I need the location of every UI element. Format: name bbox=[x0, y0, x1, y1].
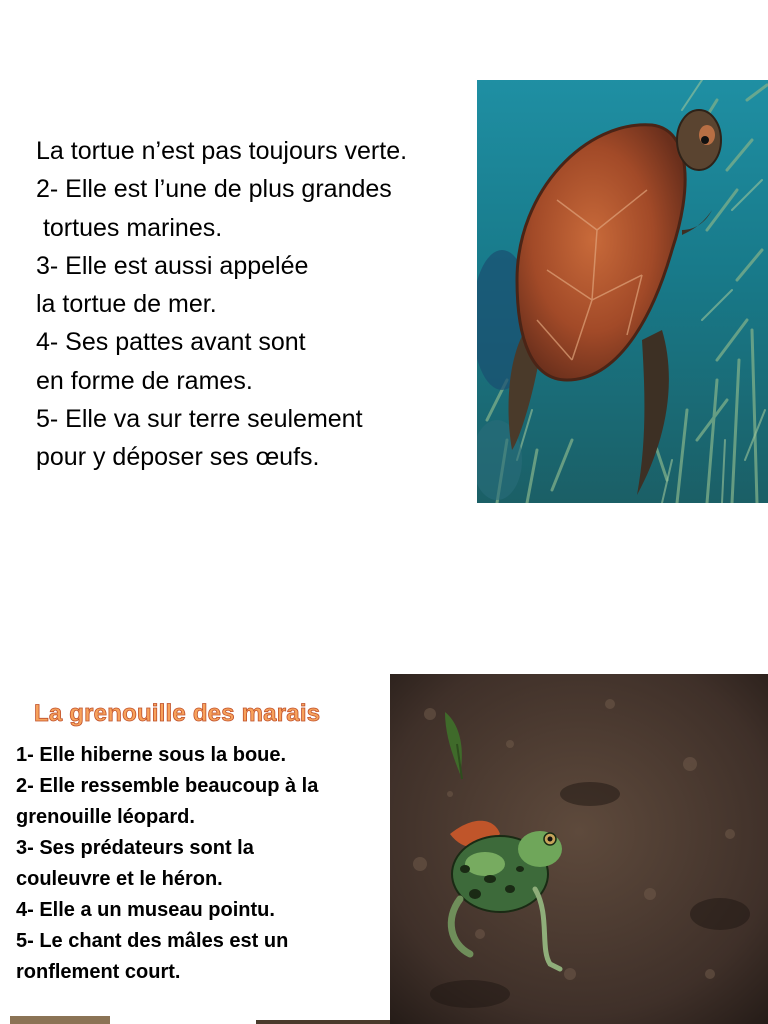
frog-fact-line: 4- Elle a un museau pointu. bbox=[16, 899, 275, 921]
turtle-fact-line: la tortue de mer. bbox=[36, 290, 217, 319]
turtle-fact-line: La tortue n’est pas toujours verte. bbox=[36, 137, 408, 165]
frog-fact-line: 5- Le chant des mâles est un bbox=[16, 930, 289, 952]
frog-title: La grenouille des marais bbox=[34, 700, 321, 727]
turtle-facts bbox=[36, 132, 476, 477]
turtle-fact-line: tortues marines. bbox=[36, 213, 223, 242]
next-page-image-edge bbox=[10, 1016, 110, 1024]
turtle-fact-line: 4- Ses pattes avant sont bbox=[36, 328, 306, 357]
sea-turtle-photo bbox=[477, 80, 768, 503]
turtle-fact-line: en forme de rames. bbox=[36, 366, 253, 395]
frog-fact-line: 1- Elle hiberne sous la boue. bbox=[16, 744, 287, 766]
frog-fact-line: 3- Ses prédateurs sont la bbox=[16, 837, 254, 859]
frog-fact-line: 2- Elle ressemble beaucoup à la bbox=[16, 775, 319, 797]
marsh-frog-photo bbox=[390, 674, 768, 1024]
next-page-image-edge bbox=[256, 1020, 390, 1024]
turtle-fact-line: 2- Elle est l’une de plus grandes bbox=[36, 175, 392, 204]
frog-fact-line: couleuvre et le héron. bbox=[16, 868, 223, 890]
frog-fact-line: grenouille léopard. bbox=[16, 806, 195, 828]
frog-facts bbox=[16, 740, 386, 988]
turtle-fact-line: 5- Elle va sur terre seulement bbox=[36, 405, 363, 434]
turtle-fact-line: pour y déposer ses œufs. bbox=[36, 443, 320, 472]
frog-fact-line: ronflement court. bbox=[16, 961, 181, 983]
turtle-fact-line: 3- Elle est aussi appelée bbox=[36, 251, 309, 280]
